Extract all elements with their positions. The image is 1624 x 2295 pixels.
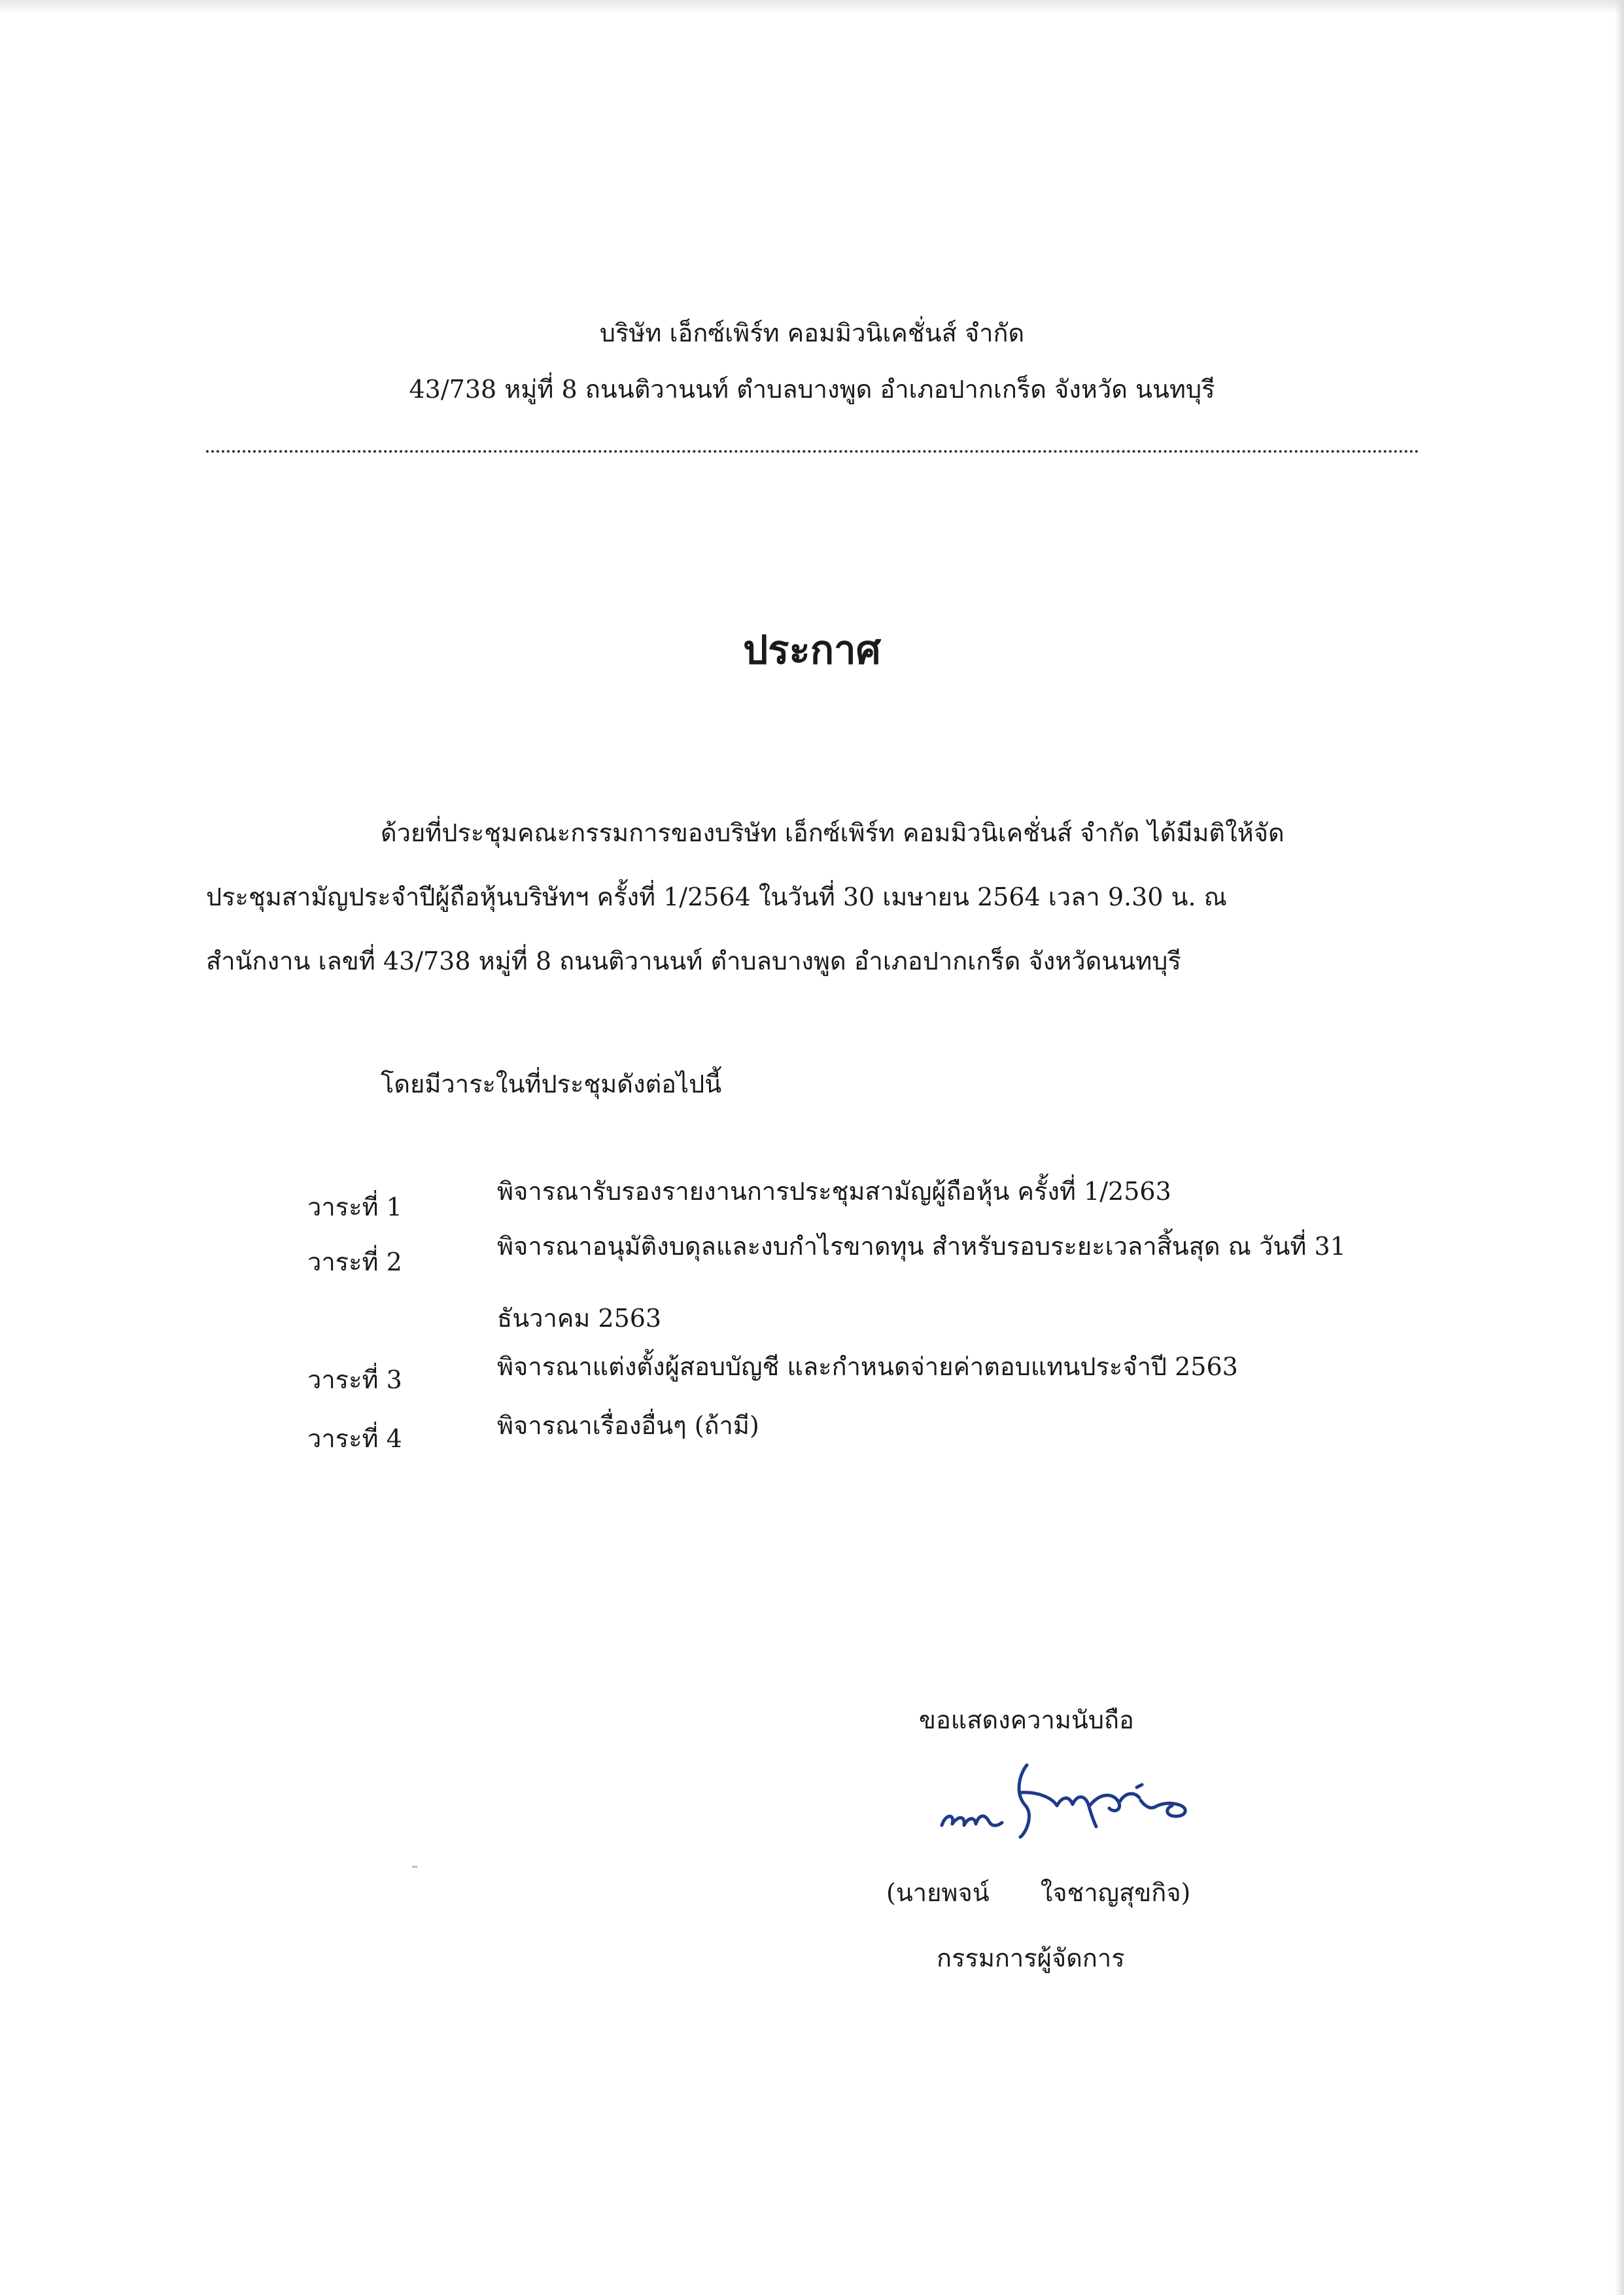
document-title: ประกาศ: [743, 627, 881, 673]
agenda-text-1: พิจารณารับรองรายงานการประชุมสามัญผู้ถือหุ้น ครั้งที่ 1/2563: [497, 1177, 1171, 1206]
signature-stroke: [1019, 1765, 1185, 1837]
company-name: บริษัท เอ็กซ์เพิร์ท คอมมิวนิเคชั่นส์ จำกัด: [599, 319, 1025, 347]
agenda-text-2: พิจารณาอนุมัติงบดุลและงบกำไรขาดทุน สำหรับรอบระยะเวลาสิ้นสุด ณ วันที่ 31: [497, 1232, 1346, 1261]
body-line-1: ด้วยที่ประชุมคณะกรรมการของบริษัท เอ็กซ์เพิร์ท คอมมิวนิเคชั่นส์ จำกัด ได้มีมติให้จัด: [381, 818, 1285, 847]
agenda-number-4: วาระที่ 4: [307, 1424, 402, 1453]
agenda-number-3: วาระที่ 3: [307, 1365, 402, 1394]
page-edge-shadow: [0, 0, 1624, 14]
signature: [929, 1753, 1203, 1845]
signer-position: กรรมการผู้จัดการ: [937, 1944, 1125, 1972]
closing-salutation: ขอแสดงความนับถือ: [919, 1706, 1134, 1734]
body-line-2: ประชุมสามัญประจำปีผู้ถือหุ้นบริษัทฯ ครั้งที่ 1/2564 ในวันที่ 30 เมษายน 2564 เวลา 9.30 น. ณ: [206, 883, 1227, 911]
company-address: 43/738 หมู่ที่ 8 ถนนติวานนท์ ตำบลบางพูด อำเภอปากเกร็ด จังหวัด นนทบุรี: [409, 375, 1215, 404]
agenda-intro: โดยมีวาระในที่ประชุมดังต่อไปนี้: [381, 1070, 722, 1098]
scan-speck: [412, 1866, 417, 1868]
signature-stroke: [942, 1816, 1002, 1825]
agenda-text-3: พิจารณาแต่งตั้งผู้สอบบัญชี และกำหนดจ่ายค่าตอบแทนประจำปี 2563: [497, 1352, 1238, 1381]
agenda-text-4: พิจารณาเรื่องอื่นๆ (ถ้ามี): [497, 1411, 759, 1440]
agenda-number-2: วาระที่ 2: [307, 1248, 402, 1276]
agenda-text-2-continued: ธันวาคม 2563: [497, 1304, 662, 1333]
header-divider: [206, 450, 1419, 453]
signer-name-open: (นายพจน์: [886, 1878, 990, 1907]
signer-name: [886, 1876, 1190, 1909]
signer-name-close: ใจชาญสุขกิจ): [1040, 1878, 1191, 1907]
body-line-3: สำนักงาน เลขที่ 43/738 หมู่ที่ 8 ถนนติวานนท์ ตำบลบางพูด อำเภอปากเกร็ด จังหวัดนนทบุรี: [206, 947, 1181, 975]
agenda-number-1: วาระที่ 1: [307, 1193, 402, 1221]
